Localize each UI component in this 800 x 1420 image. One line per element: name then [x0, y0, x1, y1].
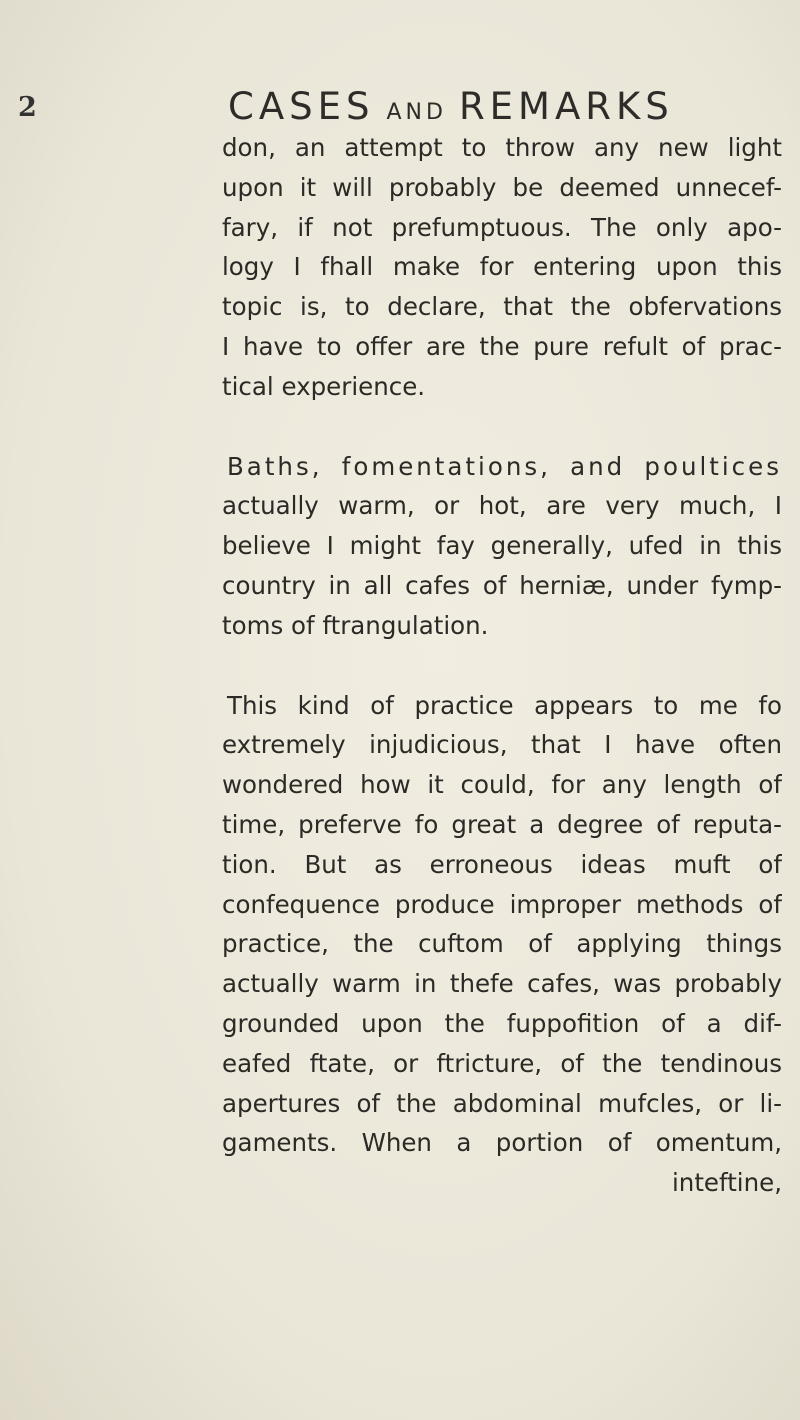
text-line: tical experience.	[222, 371, 426, 401]
text-line: apertures of the abdominal mufcles, or li-	[222, 1088, 782, 1118]
text-line: actually warm in thefe cafes, was probably	[222, 969, 782, 999]
running-head	[228, 85, 674, 128]
paragraph-gap	[222, 646, 782, 686]
body-text	[222, 128, 782, 1203]
running-head-word-cases: CASES	[228, 85, 375, 128]
text-line: upon it will probably be deemed unnecef-	[222, 172, 782, 202]
text-line: time, preferve fo great a degree of reputa-	[222, 809, 782, 839]
text-line: logy I fhall make for entering upon this	[222, 252, 782, 282]
text-line: fary, if not prefumptuous. The only apo-	[222, 212, 782, 242]
text-line: believe I might fay generally, ufed in this	[222, 531, 782, 561]
text-line: tion. But as erroneous ideas muft of	[222, 849, 782, 879]
text-line: don, an attempt to throw any new light	[222, 133, 782, 162]
catchword: inteftine,	[671, 1168, 782, 1198]
text-line: country in all cafes of herniæ, under fymp-	[222, 570, 782, 600]
text-line: grounded upon the fuppofition of a dif-	[222, 1008, 782, 1038]
paragraph-3	[222, 686, 782, 1203]
paragraph-1	[222, 128, 782, 407]
text-line: confequence produce improper methods of	[222, 889, 782, 919]
page-number: 2	[18, 92, 37, 123]
text-line: This kind of practice appears to me fo	[227, 690, 782, 720]
paragraph-2	[222, 447, 782, 646]
text-line: eafed ftate, or ftricture, of the tendinous	[222, 1048, 782, 1078]
paragraph-gap	[222, 407, 782, 447]
running-head-word-and: AND	[386, 100, 447, 125]
text-line: extremely injudicious, that I have often	[222, 730, 782, 760]
running-head-word-remarks: REMARKS	[458, 85, 674, 128]
text-line: I have to offer are the pure refult of prac-	[222, 331, 782, 361]
text-line: gaments. When a portion of omentum,	[222, 1128, 782, 1158]
text-line: actually warm, or hot, are very much, I	[222, 491, 782, 521]
text-line: topic is, to declare, that the obfervations	[222, 292, 782, 322]
text-line: toms of ftrangulation.	[222, 610, 489, 640]
text-line: wondered how it could, for any length of	[222, 770, 782, 800]
text-line: practice, the cuftom of applying things	[222, 929, 782, 959]
text-line: Baths, fomentations, and poultices	[227, 451, 782, 481]
